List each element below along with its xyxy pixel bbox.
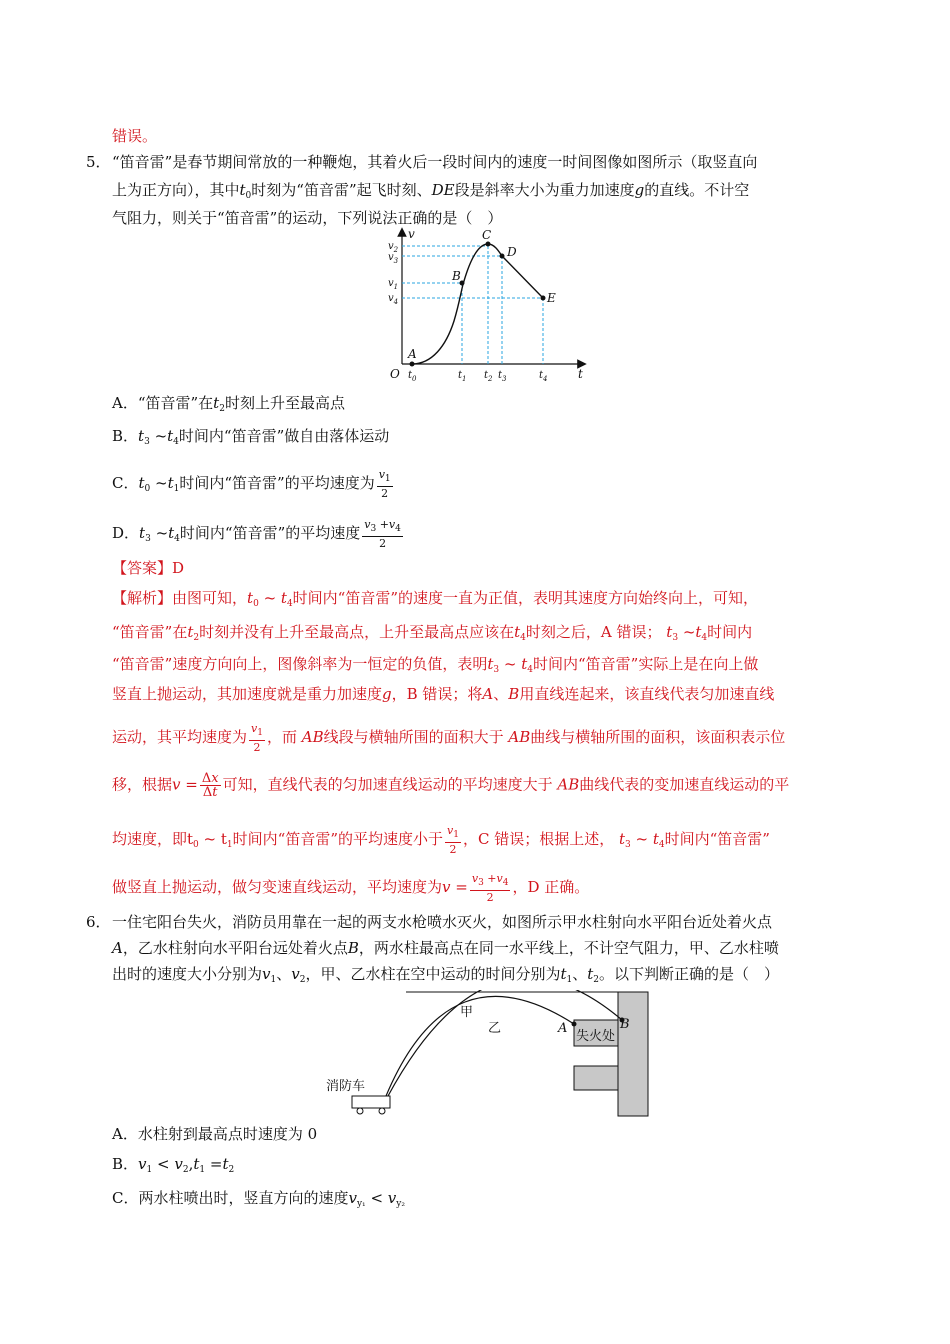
q6-stem-line2: A，乙水柱射向水平阳台远处着火点B，两水柱最高点在同一水平线上，不计空气阻力，甲、乙水柱喷	[112, 939, 779, 957]
point-E	[541, 296, 546, 301]
prev-answer-tail: 错误。	[112, 127, 158, 145]
point-A	[572, 1022, 577, 1027]
label-fire: 失火处	[576, 1029, 616, 1044]
svg-text:t0: $t_0$	[408, 370, 417, 383]
q5-stem-line2: 上为正方向），其中$t_0$时刻为“笛音雷”起飞时刻、DE段是斜率大小为重力加速度g的直线。不计空	[112, 181, 750, 201]
t-axis-label: t	[578, 367, 583, 381]
q6-option-A[interactable]: A．水柱射到最高点时速度为 0	[112, 1125, 318, 1143]
q5-analysis-line5: 运动，其平均速度为 $\frac{v_1}{2}$ ，而 AB线段与横轴所围的面积大于 AB曲线与横轴所围的面积，该面积表示位	[112, 722, 786, 754]
q5-analysis-line8: 做竖直上抛运动，做匀变速直线运动，平均速度为v = $\frac{v_3 +v_4}{2}$ ，D 正确。	[112, 872, 590, 904]
label-D: D	[507, 245, 517, 259]
q5-stem-line1: “笛音雷”是春节期间常放的一种鞭炮，其着火后一段时间内的速度一时间图像如图所示（取竖直向	[112, 153, 758, 171]
label-B: B	[452, 269, 461, 283]
q5-option-D[interactable]: D．$t_3$ $\sim t_4$时间内“笛音雷”的平均速度 $\frac{v_3 +v_4}{2}$	[112, 518, 401, 550]
svg-text:v1: $v_1$	[388, 278, 399, 291]
label-B: B	[620, 1017, 630, 1032]
q5-vt-graph	[380, 226, 590, 386]
v-axis-label: v	[408, 227, 415, 241]
svg-text:t2: $t_2$	[484, 370, 493, 383]
label-C: C	[482, 228, 492, 242]
svg-text:v4: $v_4$	[388, 293, 399, 306]
point-C	[486, 242, 491, 247]
label-A: A	[558, 1021, 568, 1036]
q5-analysis-line3: “笛音雷”速度方向向上，图像斜率为一恒定的负值，表明$t_3$ ~ $t_4$时间内“笛音雷”实际上是在向上做	[112, 655, 759, 675]
q5-option-A[interactable]: A．“笛音雷”在$t_2$时刻上升至最高点	[112, 394, 345, 414]
q6-stem-line1: 一住宅阳台失火，消防员用靠在一起的两支水枪喷水灭火，如图所示甲水柱射向水平阳台近处着火点	[112, 913, 773, 931]
velocity-curve	[412, 244, 543, 364]
q6-stem-line3: 出时的速度大小分别为$v_1$、$v_2$，甲、乙水柱在空中运动的时间分别为$t_1$、$t_2$。以下判断正确的是（ ）	[112, 965, 780, 985]
label-jia: 甲	[460, 1005, 474, 1020]
q6-option-B[interactable]: B．$v_1 < v_2,t_1 =t_2$	[112, 1155, 235, 1175]
balcony-lower	[574, 1066, 618, 1090]
q5-option-C[interactable]: C．$t_0$ $\sim t_1$时间内“笛音雷”的平均速度为 $\frac{v_1}{2}$	[112, 468, 391, 500]
origin-label: O	[390, 367, 400, 381]
q5-analysis-line1: 【解析】由图可知，$t_0$ ~ $t_4$时间内“笛音雷”的速度一直为正值，表明其速度方向始终向上，可知，	[112, 589, 759, 609]
q5-answer: 【答案】D	[112, 559, 185, 577]
q5-stem-line3: 气阻力，则关于“笛音雷”的运动，下列说法正确的是（ ）	[112, 209, 503, 227]
q5-analysis-line7: 均速度，即$t_0$ ~ $t_1$时间内“笛音雷”的平均速度小于 $\frac{v_1}{2}$ ，C 错误；根据上述， $t_3$ ~ $t_4$时间内“笛音雷”	[112, 824, 770, 856]
svg-text:t4: $t_4$	[539, 370, 548, 383]
point-A	[410, 362, 415, 367]
q5-analysis-line6: 移，根据v = $\frac{\Delta x}{\Delta t}$ 可知，直线代表的匀加速直线运动的平均速度大于 AB曲线代表的变加速直线运动的平	[112, 771, 790, 800]
question-6-number: 6．	[86, 913, 111, 931]
fire-truck	[352, 1096, 390, 1108]
label-E: E	[547, 291, 556, 305]
trajectory-jia	[386, 996, 574, 1096]
svg-text:t1: $t_1$	[458, 370, 467, 383]
point-D	[500, 254, 505, 259]
q5-analysis-line2: “笛音雷”在$t_2$时刻并没有上升至最高点，上升至最高点应该在$t_4$时刻之后，A 错误； $t_3$ $\sim t_4$时间内	[112, 623, 753, 643]
q6-fire-figure	[320, 990, 660, 1120]
label-yi: 乙	[488, 1021, 502, 1036]
q5-option-B[interactable]: B．$t_3$ $\sim t_4$时间内“笛音雷”做自由落体运动	[112, 427, 390, 447]
q6-option-C[interactable]: C．两水柱喷出时，竖直方向的速度$v_{y_1} < v_{y_2}$	[112, 1189, 405, 1209]
svg-text:t3: $t_3$	[498, 370, 507, 383]
svg-text:v2: $v_2$	[388, 241, 399, 254]
label-A: A	[408, 347, 417, 361]
svg-text:v3: $v_3$	[388, 252, 399, 265]
question-5-number: 5．	[86, 153, 111, 171]
building-wall	[618, 992, 648, 1116]
q5-analysis-line4: 竖直上抛运动，其加速度就是重力加速度g，B 错误；将A、B用直线连起来，该直线代表匀加速直线	[112, 685, 775, 703]
label-truck: 消防车	[326, 1079, 366, 1094]
